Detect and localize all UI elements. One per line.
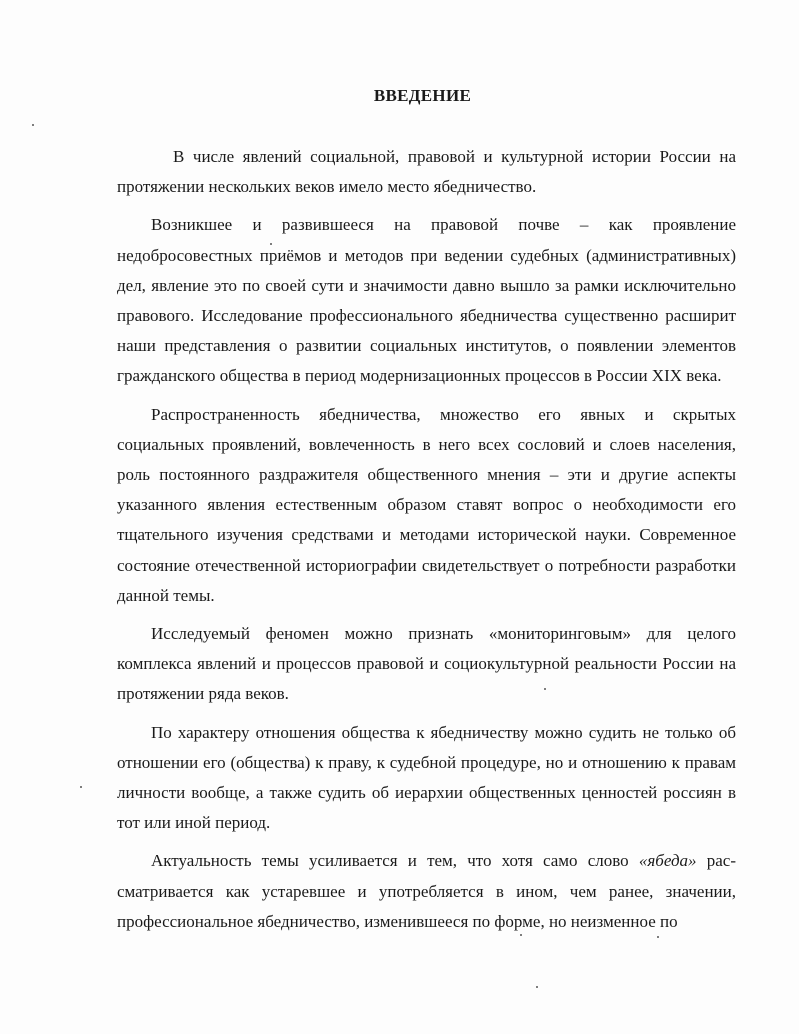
emphasized-word: «ябеда» [638,851,697,871]
scan-speck [520,934,522,936]
page-title: ВВЕДЕНИЕ [373,86,472,105]
paragraph-6-start: Актуальность темы усиливается и тем, что хотя само слово [151,851,639,871]
paragraph-3: Распространенность ябедничества, множество его явных и скрытых социальных проявлений, вовлеченность в него всех сословий и слоев населения, роль постоянного раздражителя общественного мнения – эти и другие аспекты указанного явления естественным образом ставят вопрос о необходимости его тщательного изучения средствами и методами исторической науки. Современное состояние отечественной историографии свидетельствует о потребности разработки данной темы. [117,404,736,605]
document-body [117,142,736,945]
scan-speck [80,786,82,788]
scan-speck [544,688,546,690]
paragraph-2: Возникшее и развившееся на правовой почве – как проявление недобросовестных приёмов и методов при ведении судебных (административных) дел, явление это по своей сути и значимости давно вышло за рамки исключительно правового. Исследование профессионального ябедничества существенно расширит наши представления о развитии социальных институтов, о появлении элементов гражданского общества в период модернизационных процессов в России XIX века. [117,215,736,386]
paragraph-4: Исследуемый феномен можно признать «мониторинговым» для целого комплекса явлений и процессов правовой и социокультурной реальности России на протяжении ряда веков. [117,624,736,704]
paragraph-1: В числе явлений социальной, правовой и культурной истории России на протяжении нескольких веков имело место ябедничество. [117,147,736,197]
paragraph-6 [117,846,736,937]
scan-speck [32,124,34,126]
scan-speck [270,243,272,245]
scan-speck [536,986,538,988]
paragraph-5: По характеру отношения общества к ябедничеству можно судить не только об отношении его (общества) к праву, к судебной процедуре, но и отношению к правам личности вообще, а также судить об иерархии общественных ценностей россиян в тот или иной период. [117,722,736,833]
scan-speck [657,936,659,938]
paragraph-6-end: рассматривается как устаревшее и употребляется в ином, чем ранее, значении, профессиональное ябедничество, изменившееся по форме, но неизменное по [117,851,737,931]
